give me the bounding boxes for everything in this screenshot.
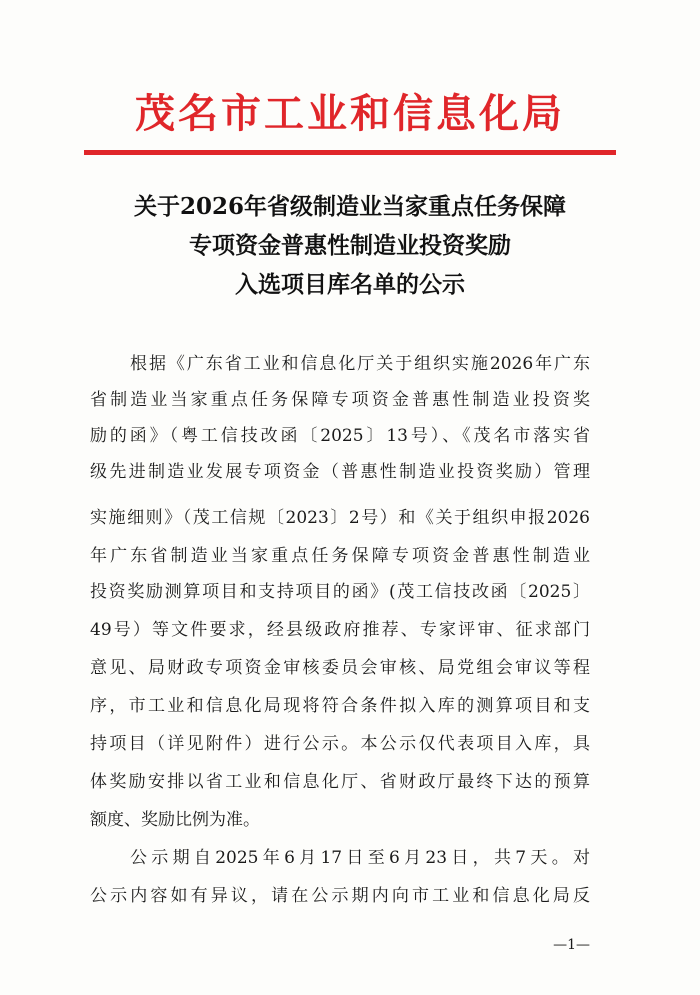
paragraph-line: 公示期自2025年6月17日至6月23日，共7天。对 [130, 848, 590, 868]
paragraph-line: 额度、奖励比例为准。 [90, 810, 260, 830]
paragraph-line: 意见、局财政专项资金审核委员会审核、局党组会审议等程 [90, 658, 590, 678]
paragraph-line: 体奖励安排以省工业和信息化厅、省财政厅最终下达的预算 [90, 772, 590, 792]
paragraph-line: 序，市工业和信息化局现将符合条件拟入库的测算项目和支 [90, 696, 590, 716]
paragraph-line: 级先进制造业发展专项资金（普惠性制造业投资奖励）管理 [90, 462, 590, 482]
paragraph-line: 省制造业当家重点任务保障专项资金普惠性制造业投资奖 [90, 390, 590, 410]
page-number: —1— [553, 937, 590, 953]
document-title-line-2: 专项资金普惠性制造业投资奖励 [189, 232, 511, 259]
paragraph-line: 励的函》（粤工信技改函〔2025〕13号）、《茂名市落实省 [90, 426, 590, 446]
paragraph-line: 实施细则》（茂工信规〔2023〕2号）和《关于组织申报2026 [90, 508, 590, 528]
document-title-line-1: 关于2026年省级制造业当家重点任务保障 [133, 193, 566, 220]
paragraph-line: 根据《广东省工业和信息化厅关于组织实施2026年广东 [130, 354, 590, 374]
paragraph-line: 年广东省制造业当家重点任务保障专项资金普惠性制造业 [90, 546, 590, 566]
paragraph-line: 49号）等文件要求，经县级政府推荐、专家评审、征求部门 [90, 620, 590, 640]
organization-header: 茂名市工业和信息化局 [135, 90, 565, 137]
paragraph-line: 持项目（详见附件）进行公示。本公示仅代表项目入库，具 [90, 734, 590, 754]
document-title-line-3: 入选项目库名单的公示 [235, 271, 465, 298]
paragraph-line: 投资奖励测算项目和支持项目的函》(茂工信技改函〔2025〕 [90, 582, 590, 602]
red-header-rule [84, 150, 616, 155]
paragraph-line: 公示内容如有异议，请在公示期内向市工业和信息化局反 [90, 886, 590, 906]
